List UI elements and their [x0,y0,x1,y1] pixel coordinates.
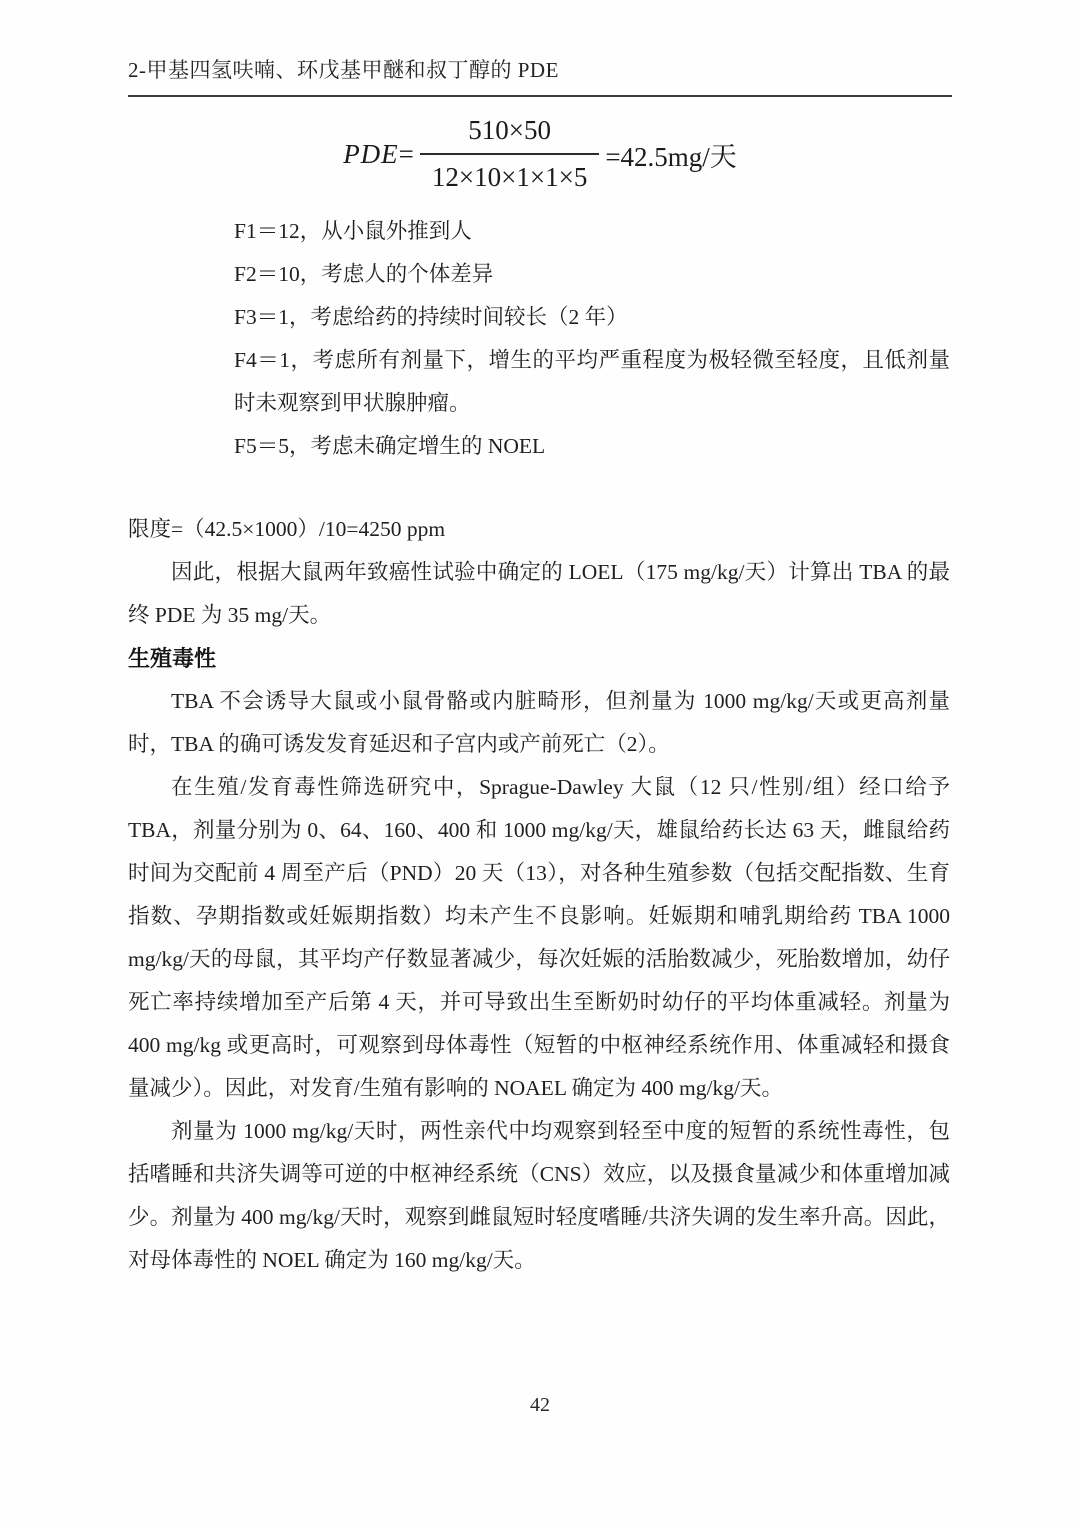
factor-item-f4: F4＝1，考虑所有剂量下，增生的平均严重程度为极轻微至轻度，且低剂量时未观察到甲状腺肿瘤。 [234,348,950,415]
modifying-factors-list [234,210,950,468]
formula-denominator: 12×10×1×1×5 [420,153,599,193]
factor-item-f1: F1＝12，从小鼠外推到人 [234,219,472,243]
page-number: 42 [530,1394,550,1416]
paragraph-systemic-toxicity: 剂量为 1000 mg/kg/天时，两性亲代中均观察到轻至中度的短暂的系统性毒性，包括嗜睡和共济失调等可逆的中枢神经系统（CNS）效应，以及摄食量减少和体重增加减少。剂量为 400 mg/kg/天时，观察到雌鼠短时轻度嗜睡/共济失调的发生率升高。因此，对母体毒性的 NOEL 确定为 160 mg/kg/天。 [128,1119,950,1272]
factor-item-f5: F5＝5，考虑未确定增生的 NOEL [234,434,546,458]
pde-formula [128,109,952,199]
limit-calculation-line: 限度=（42.5×1000）/10=4250 ppm [128,517,446,541]
factor-item-f3: F3＝1，考虑给药的持续时间较长（2 年） [234,305,628,329]
formula-equals: = [398,138,414,169]
formula-variable: PDE [343,138,399,169]
formula-fraction [420,115,599,193]
paragraph-repro-intro: TBA 不会诱导大鼠或小鼠骨骼或内脏畸形，但剂量为 1000 mg/kg/天或更高剂量时，TBA 的确可诱发发育延迟和子宫内或产前死亡（2）。 [128,689,950,756]
body-text [128,508,950,1282]
section-heading-reproductive-toxicity: 生殖毒性 [128,646,217,671]
formula-numerator: 510×50 [468,115,551,145]
text-column [128,54,952,1282]
paragraph-pde-conclusion: 因此，根据大鼠两年致癌性试验中确定的 LOEL（175 mg/kg/天）计算出 TBA 的最终 PDE 为 35 mg/天。 [128,560,950,627]
formula-result: =42.5mg/天 [605,141,737,172]
factor-item-f2: F2＝10，考虑人的个体差异 [234,262,494,286]
page-header-title: 2-甲基四氢呋喃、环戊基甲醚和叔丁醇的 PDE [128,54,952,97]
paragraph-repro-study: 在生殖/发育毒性筛选研究中，Sprague-Dawley 大鼠（12 只/性别/组）经口给予 TBA，剂量分别为 0、64、160、400 和 1000 mg/kg/天，雄鼠给药长达 63 天，雌鼠给药时间为交配前 4 周至产后（PND）20 天（13），对各种生殖参数（包括交配指数、生育指数、孕期指数或妊娠期指数）均未产生不良影响。妊娠期和哺乳期给药 TBA 1000 mg/kg/天的母鼠，其平均产仔数显著减少，每次妊娠的活胎数减少，死胎数增加，幼仔死亡率持续增加至产后第 4 天，并可导致出生至断奶时幼仔的平均体重减轻。剂量为 400 mg/kg 或更高时，可观察到母体毒性（短暂的中枢神经系统作用、体重减轻和摄食量减少）。因此，对发育/生殖有影响的 NOAEL 确定为 400 mg/kg/天。 [128,775,950,1100]
